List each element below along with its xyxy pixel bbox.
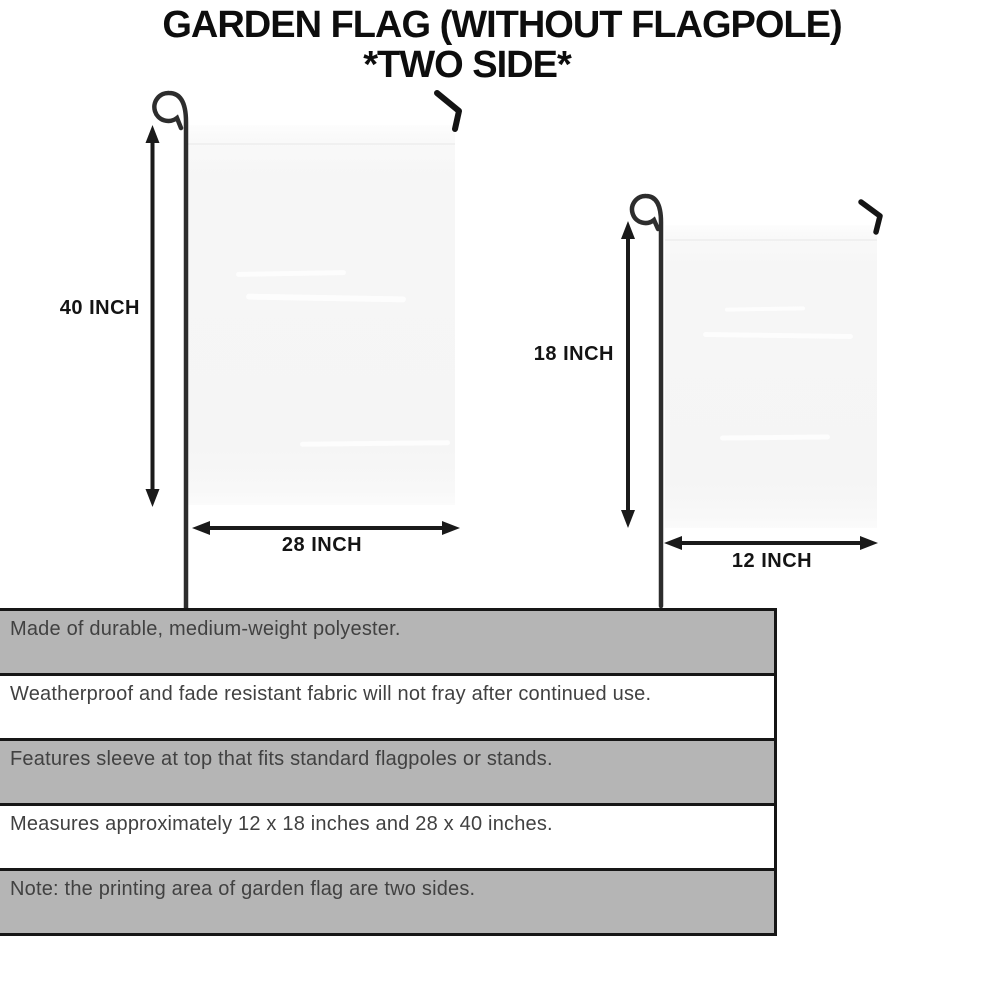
flag-large-sleeve-seam	[188, 143, 455, 145]
height-arrow-large-icon	[146, 125, 160, 507]
flag-small-sleeve-seam	[665, 239, 877, 241]
flag-small-crease	[720, 435, 830, 441]
feature-table	[0, 608, 777, 936]
flag-large-crease	[246, 294, 406, 303]
flag-small-crease	[703, 332, 853, 339]
flag-large	[188, 125, 455, 505]
feature-row: Made of durable, medium-weight polyester.	[0, 611, 774, 676]
flag-large-crease	[236, 270, 346, 277]
flag-small	[665, 225, 877, 528]
feature-row: Note: the printing area of garden flag are two sides.	[0, 871, 774, 933]
flagpole-large-icon	[154, 93, 186, 610]
flag-small-crease	[725, 306, 805, 311]
hanger-hook-large-icon	[437, 93, 459, 129]
width-label-large: 28 INCH	[281, 534, 363, 556]
height-arrow-small-icon	[621, 221, 635, 528]
flagpole-small-icon	[632, 196, 661, 606]
page-title: GARDEN FLAG (WITHOUT FLAGPOLE)	[162, 4, 842, 46]
feature-row: Measures approximately 12 x 18 inches and 28 x 40 inches.	[0, 806, 774, 871]
width-arrow-small-icon	[664, 536, 878, 550]
flag-large-crease	[300, 440, 450, 447]
height-label-small: 18 INCH	[533, 343, 614, 365]
page-subtitle: *TWO SIDE*	[363, 44, 571, 86]
width-label-small: 12 INCH	[731, 550, 813, 572]
height-label-large: 40 INCH	[59, 297, 140, 319]
feature-row: Features sleeve at top that fits standard flagpoles or stands.	[0, 741, 774, 806]
feature-row: Weatherproof and fade resistant fabric will not fray after continued use.	[0, 676, 774, 741]
